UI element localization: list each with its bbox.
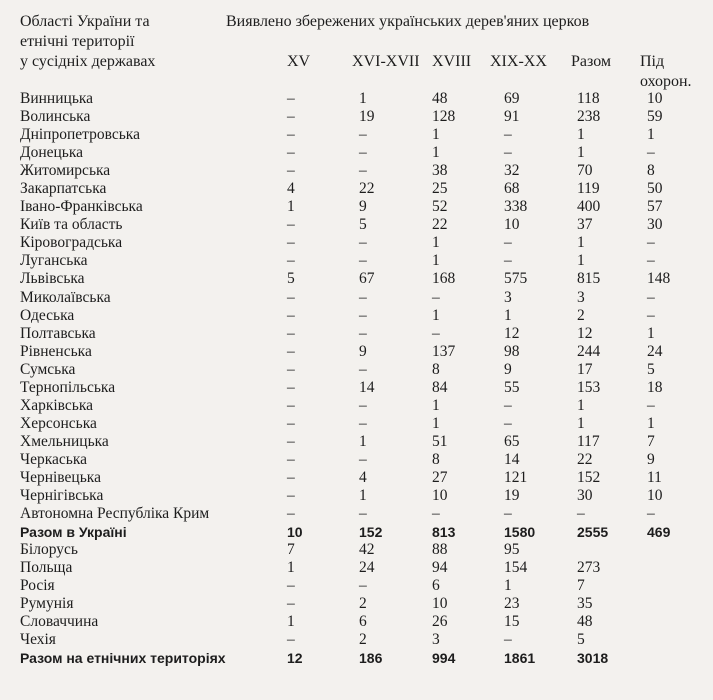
cell-value: – [287,216,295,234]
cell-value: – [287,252,295,270]
cell-value: 1 [504,577,512,595]
region-name: Житомирська [20,162,111,180]
cell-value: – [359,126,367,144]
cell-value: 1 [432,144,440,162]
region-name: Разом на етнічних територіях [20,650,226,667]
cell-value: 68 [504,180,520,198]
cell-value: 65 [504,432,520,450]
table-row [0,180,713,198]
region-name: Винницька [20,90,94,107]
cell-value: 1861 [504,650,536,667]
table-row [0,613,713,631]
cell-value: – [359,162,367,180]
region-name: Разом в Україні [20,524,127,541]
table-row [0,631,713,649]
cell-value: 137 [432,342,456,360]
cell-value: 35 [577,595,593,613]
cell-value: 400 [577,198,601,216]
region-name: Сумська [20,360,76,378]
cell-value: 18 [647,378,663,396]
region-name: Одеська [20,306,75,324]
cell-value: – [287,487,295,505]
cell-value: 10 [647,487,663,505]
cell-value: 9 [359,342,367,360]
cell-value: 118 [577,90,600,107]
cell-value: – [359,252,367,270]
table-row [0,379,713,397]
cell-value: 1 [359,432,367,450]
cell-value: 1 [432,252,440,270]
cell-value: – [287,144,295,162]
table-row [0,270,713,288]
cell-value: 30 [577,487,593,505]
cell-value: – [287,324,295,342]
cell-value: 10 [647,90,663,107]
cell-value: 59 [647,108,663,126]
region-name: Автономна Республіка Крим [20,505,210,523]
cell-value: 1 [432,414,440,432]
cell-value: 117 [577,432,600,450]
cell-value: 67 [359,270,375,288]
region-name: Волинська [20,108,91,126]
cell-value: 5 [287,270,295,288]
cell-value: 5 [577,631,585,649]
cell-value: – [287,631,295,649]
cell-value: – [432,288,440,306]
cell-value: – [359,288,367,306]
cell-value: 10 [504,216,520,234]
cell-value: 5 [359,216,367,234]
cell-value: 17 [577,360,593,378]
cell-value: 94 [432,559,448,577]
table-row [0,559,713,577]
cell-value: 2 [577,306,585,324]
table-row [0,90,713,108]
table-row [0,198,713,216]
region-name: Івано-Франківська [20,198,143,216]
region-name: Рівненська [20,342,92,360]
cell-value: – [359,450,367,468]
cell-value: 9 [359,198,367,216]
table-row [0,361,713,379]
cell-value: – [287,108,295,126]
cell-value: 12 [577,324,593,342]
cell-value: – [287,505,295,523]
cell-value: – [359,306,367,324]
cell-value: – [359,505,367,523]
cell-value: 1 [359,90,367,107]
row-header-title: Області України та етнічні території у сусідніх державах [20,13,156,70]
region-name: Черкаська [20,450,88,468]
cell-value: 8 [432,360,440,378]
cell-value: 88 [432,541,448,559]
cell-value: – [287,288,295,306]
table-row [0,289,713,307]
table-row [0,397,713,415]
table-row [0,252,713,270]
cell-value: – [647,396,655,414]
table-row [0,505,713,523]
cell-value: 48 [577,613,593,631]
cell-value: 10 [432,595,448,613]
table-row [0,577,713,595]
region-name: Чернігівська [20,487,104,505]
cell-value: 1 [577,252,585,270]
cell-value: 244 [577,342,601,360]
cell-value: 469 [647,524,671,541]
cell-value: 14 [504,450,520,468]
cell-value: 1 [577,234,585,252]
cell-value: 148 [647,270,671,288]
cell-value: 1 [504,306,512,324]
cell-value: 813 [432,524,456,541]
cell-value: – [287,234,295,252]
table-row [0,216,713,234]
region-name: Хмельницька [20,432,109,450]
cell-value: 37 [577,216,593,234]
cell-value: 6 [359,613,367,631]
region-name: Миколаївська [20,288,111,306]
table-title: Виявлено збережених українських дерев'яних церков [226,13,590,30]
region-name: Словаччина [20,613,99,631]
cell-value: 52 [432,198,448,216]
cell-value: 42 [359,541,375,559]
cell-value: – [504,631,512,649]
cell-value: 30 [647,216,663,234]
cell-value: 154 [504,559,528,577]
table-row [0,144,713,162]
cell-value: 19 [359,108,375,126]
cell-value: – [287,577,295,595]
cell-value: 119 [577,180,600,198]
cell-value: – [504,414,512,432]
cell-value: 1 [287,559,295,577]
cell-value: – [287,378,295,396]
cell-value: 1 [647,126,655,144]
column-header-xvi-xvii: XVI-XVII [352,53,420,70]
cell-value: 69 [504,90,520,107]
cell-value: 22 [577,450,593,468]
cell-value: 168 [432,270,456,288]
cell-value: 121 [504,468,528,486]
cell-value: – [647,234,655,252]
cell-value: 3 [577,288,585,306]
region-name: Білорусь [20,541,78,559]
table-row [0,234,713,252]
cell-value: 91 [504,108,520,126]
cell-value: 7 [577,577,585,595]
cell-value: 1 [432,306,440,324]
table-row-total [0,649,713,667]
region-name: Польща [20,559,73,577]
region-name: Росія [20,577,55,595]
cell-value: 8 [432,450,440,468]
table-row [0,487,713,505]
cell-value: 1 [432,396,440,414]
cell-value: 1 [647,324,655,342]
cell-value: – [504,234,512,252]
cell-value: 12 [287,650,303,667]
cell-value: 10 [287,524,303,541]
region-name: Донецька [20,144,84,162]
cell-value: 1580 [504,524,536,541]
cell-value: 23 [504,595,520,613]
cell-value: – [504,144,512,162]
cell-value: – [287,360,295,378]
cell-value: 1 [287,613,295,631]
table-row [0,343,713,361]
cell-value: – [287,162,295,180]
cell-value: – [287,306,295,324]
cell-value: 2 [359,631,367,649]
table-row [0,415,713,433]
cell-value: 3018 [577,650,609,667]
cell-value: – [359,324,367,342]
cell-value: 6 [432,577,440,595]
cell-value: – [287,90,295,107]
cell-value: 19 [504,487,520,505]
table-row [0,126,713,144]
cell-value: – [647,288,655,306]
cell-value: – [647,505,655,523]
cell-value: 338 [504,198,528,216]
table-row [0,595,713,613]
cell-value: – [359,360,367,378]
cell-value: 25 [432,180,448,198]
region-name: Румунія [20,595,74,613]
cell-value: 1 [647,414,655,432]
region-name: Полтавська [20,324,96,342]
cell-value: 994 [432,650,456,667]
region-name: Тернопільська [20,378,116,396]
cell-value: 50 [647,180,663,198]
cell-value: 24 [359,559,375,577]
cell-value: – [287,126,295,144]
cell-value: 4 [287,180,295,198]
cell-value: – [359,396,367,414]
cell-value: 10 [432,487,448,505]
cell-value: 1 [577,126,585,144]
cell-value: 2555 [577,524,609,541]
cell-value: 186 [359,650,383,667]
cell-value: 152 [359,524,383,541]
cell-value: 3 [432,631,440,649]
cell-value: 1 [432,234,440,252]
cell-value: – [287,414,295,432]
cell-value: 9 [647,450,655,468]
cell-value: – [432,324,440,342]
region-name: Київ та область [20,216,123,234]
cell-value: – [287,396,295,414]
region-name: Харківська [20,396,94,414]
cell-value: 273 [577,559,601,577]
table-row [0,162,713,180]
cell-value: 1 [287,198,295,216]
region-name: Львівська [20,270,85,288]
cell-value: 575 [504,270,528,288]
cell-value: – [287,468,295,486]
cell-value: – [287,432,295,450]
cell-value: 11 [647,468,662,486]
region-name: Дніпропетровська [20,126,140,144]
cell-value: 57 [647,198,663,216]
cell-value: 38 [432,162,448,180]
table-row [0,451,713,469]
cell-value: 1 [432,126,440,144]
cell-value: 22 [432,216,448,234]
table-row [0,433,713,451]
cell-value: – [359,414,367,432]
cell-value: – [647,306,655,324]
cell-value: – [359,144,367,162]
cell-value: – [359,234,367,252]
column-header-xviii: XVIII [432,53,472,70]
region-name: Чехія [20,631,56,649]
column-header-total: Разом [571,53,612,70]
cell-value: – [504,252,512,270]
cell-value: – [287,450,295,468]
cell-value: 7 [647,432,655,450]
cell-value: 51 [432,432,448,450]
cell-value: 1 [577,396,585,414]
cell-value: 32 [504,162,520,180]
cell-value: 153 [577,378,601,396]
table-body [0,90,713,668]
cell-value: 95 [504,541,520,559]
cell-value: 2 [359,595,367,613]
cell-value: – [359,577,367,595]
region-name: Луганська [20,252,88,270]
table-row [0,541,713,559]
cell-value: – [504,126,512,144]
cell-value: 98 [504,342,520,360]
cell-value: 55 [504,378,520,396]
cell-value: – [432,505,440,523]
cell-value: 24 [647,342,663,360]
table-row [0,325,713,343]
cell-value: 22 [359,180,375,198]
region-name: Кіровоградська [20,234,123,252]
cell-value: 152 [577,468,601,486]
table-row [0,108,713,126]
cell-value: 238 [577,108,601,126]
region-name: Херсонська [20,414,97,432]
column-header-xix-xx: XIX-XX [490,53,547,70]
cell-value: 27 [432,468,448,486]
cell-value: 84 [432,378,448,396]
cell-value: 4 [359,468,367,486]
table-row [0,469,713,487]
cell-value: 9 [504,360,512,378]
cell-value: – [287,342,295,360]
cell-value: 1 [577,414,585,432]
cell-value: 3 [504,288,512,306]
cell-value: 1 [359,487,367,505]
cell-value: 815 [577,270,601,288]
cell-value: 5 [647,360,655,378]
table-row [0,307,713,325]
cell-value: 8 [647,162,655,180]
cell-value: – [647,144,655,162]
region-name: Закарпатська [20,180,107,198]
cell-value: 14 [359,378,375,396]
cell-value: – [287,595,295,613]
cell-value: 15 [504,613,520,631]
table-row-total [0,523,713,541]
cell-value: 12 [504,324,520,342]
column-header-protected: Під охорон. [640,53,692,90]
cell-value: – [647,252,655,270]
region-name: Чернівецька [20,468,101,486]
cell-value: 7 [287,541,295,559]
cell-value: 128 [432,108,456,126]
cell-value: 48 [432,90,448,107]
cell-value: 26 [432,613,448,631]
cell-value: 70 [577,162,593,180]
cell-value: – [577,505,585,523]
column-header-xv: XV [287,53,311,70]
cell-value: – [504,505,512,523]
cell-value: 1 [577,144,585,162]
cell-value: – [504,396,512,414]
